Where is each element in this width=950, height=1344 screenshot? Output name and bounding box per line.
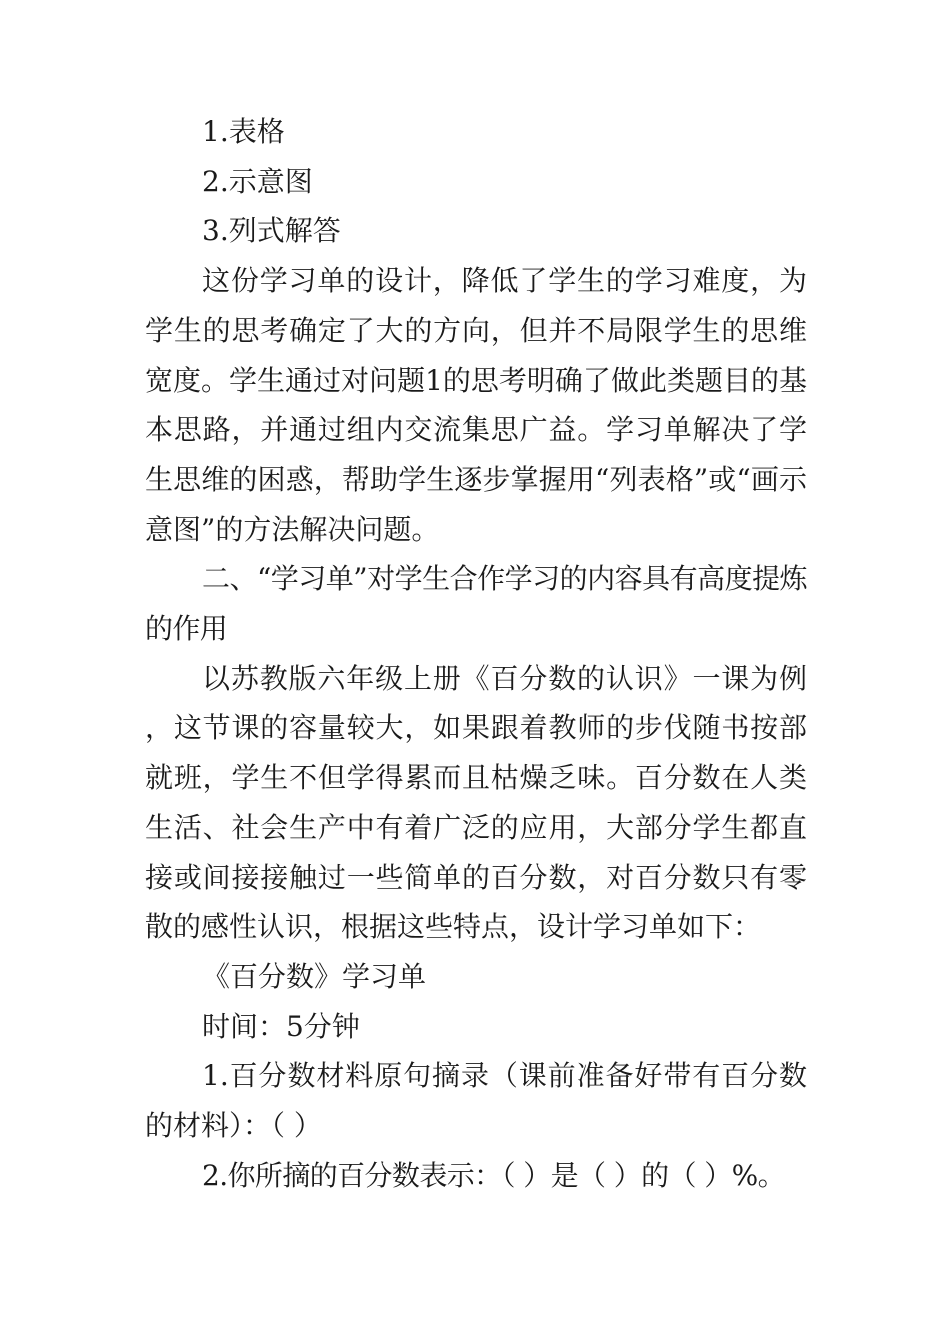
document-body <box>145 107 807 1200</box>
worksheet-question-2: 2.你所摘的百分数表示：（ ）是（ ）的（ ）%。 <box>202 1158 786 1192</box>
paragraph-worksheet-design: 这份学习单的设计，降低了学生的学习难度，为学生的思考确定了大的方向，但并不局限学生的思维宽度。学生通过对问题1的思考明确了做此类题目的基本思路，并通过组内交流集思广益。学习单解决了学生思维的困惑，帮助学生逐步掌握用“列表格”或“画示意图”的方法解决问题。 <box>145 264 807 546</box>
list-item-diagram: 2.示意图 <box>202 164 313 198</box>
worksheet-time: 时间：5分钟 <box>202 1009 360 1043</box>
section-heading-two: 二、“学习单”对学生合作学习的内容具有高度提炼的作用 <box>145 562 807 646</box>
list-item-formula-solution: 3.列式解答 <box>202 214 341 248</box>
worksheet-title: 《百分数》学习单 <box>202 959 427 993</box>
paragraph-percent-lesson-example: 以苏教版六年级上册《百分数的认识》一课为例，这节课的容量较大，如果跟着教师的步伐随书按部就班，学生不但学得累而且枯燥乏味。百分数在人类生活、社会生产中有着广泛的应用，大部分学生都直接或间接接触过一些简单的百分数，对百分数只有零散的感性认识，根据这些特点，设计学习单如下： <box>145 661 807 944</box>
worksheet-question-1: 1.百分数材料原句摘录（课前准备好带有百分数的材料）：（ ） <box>145 1059 807 1143</box>
list-item-table: 1.表格 <box>202 115 285 148</box>
